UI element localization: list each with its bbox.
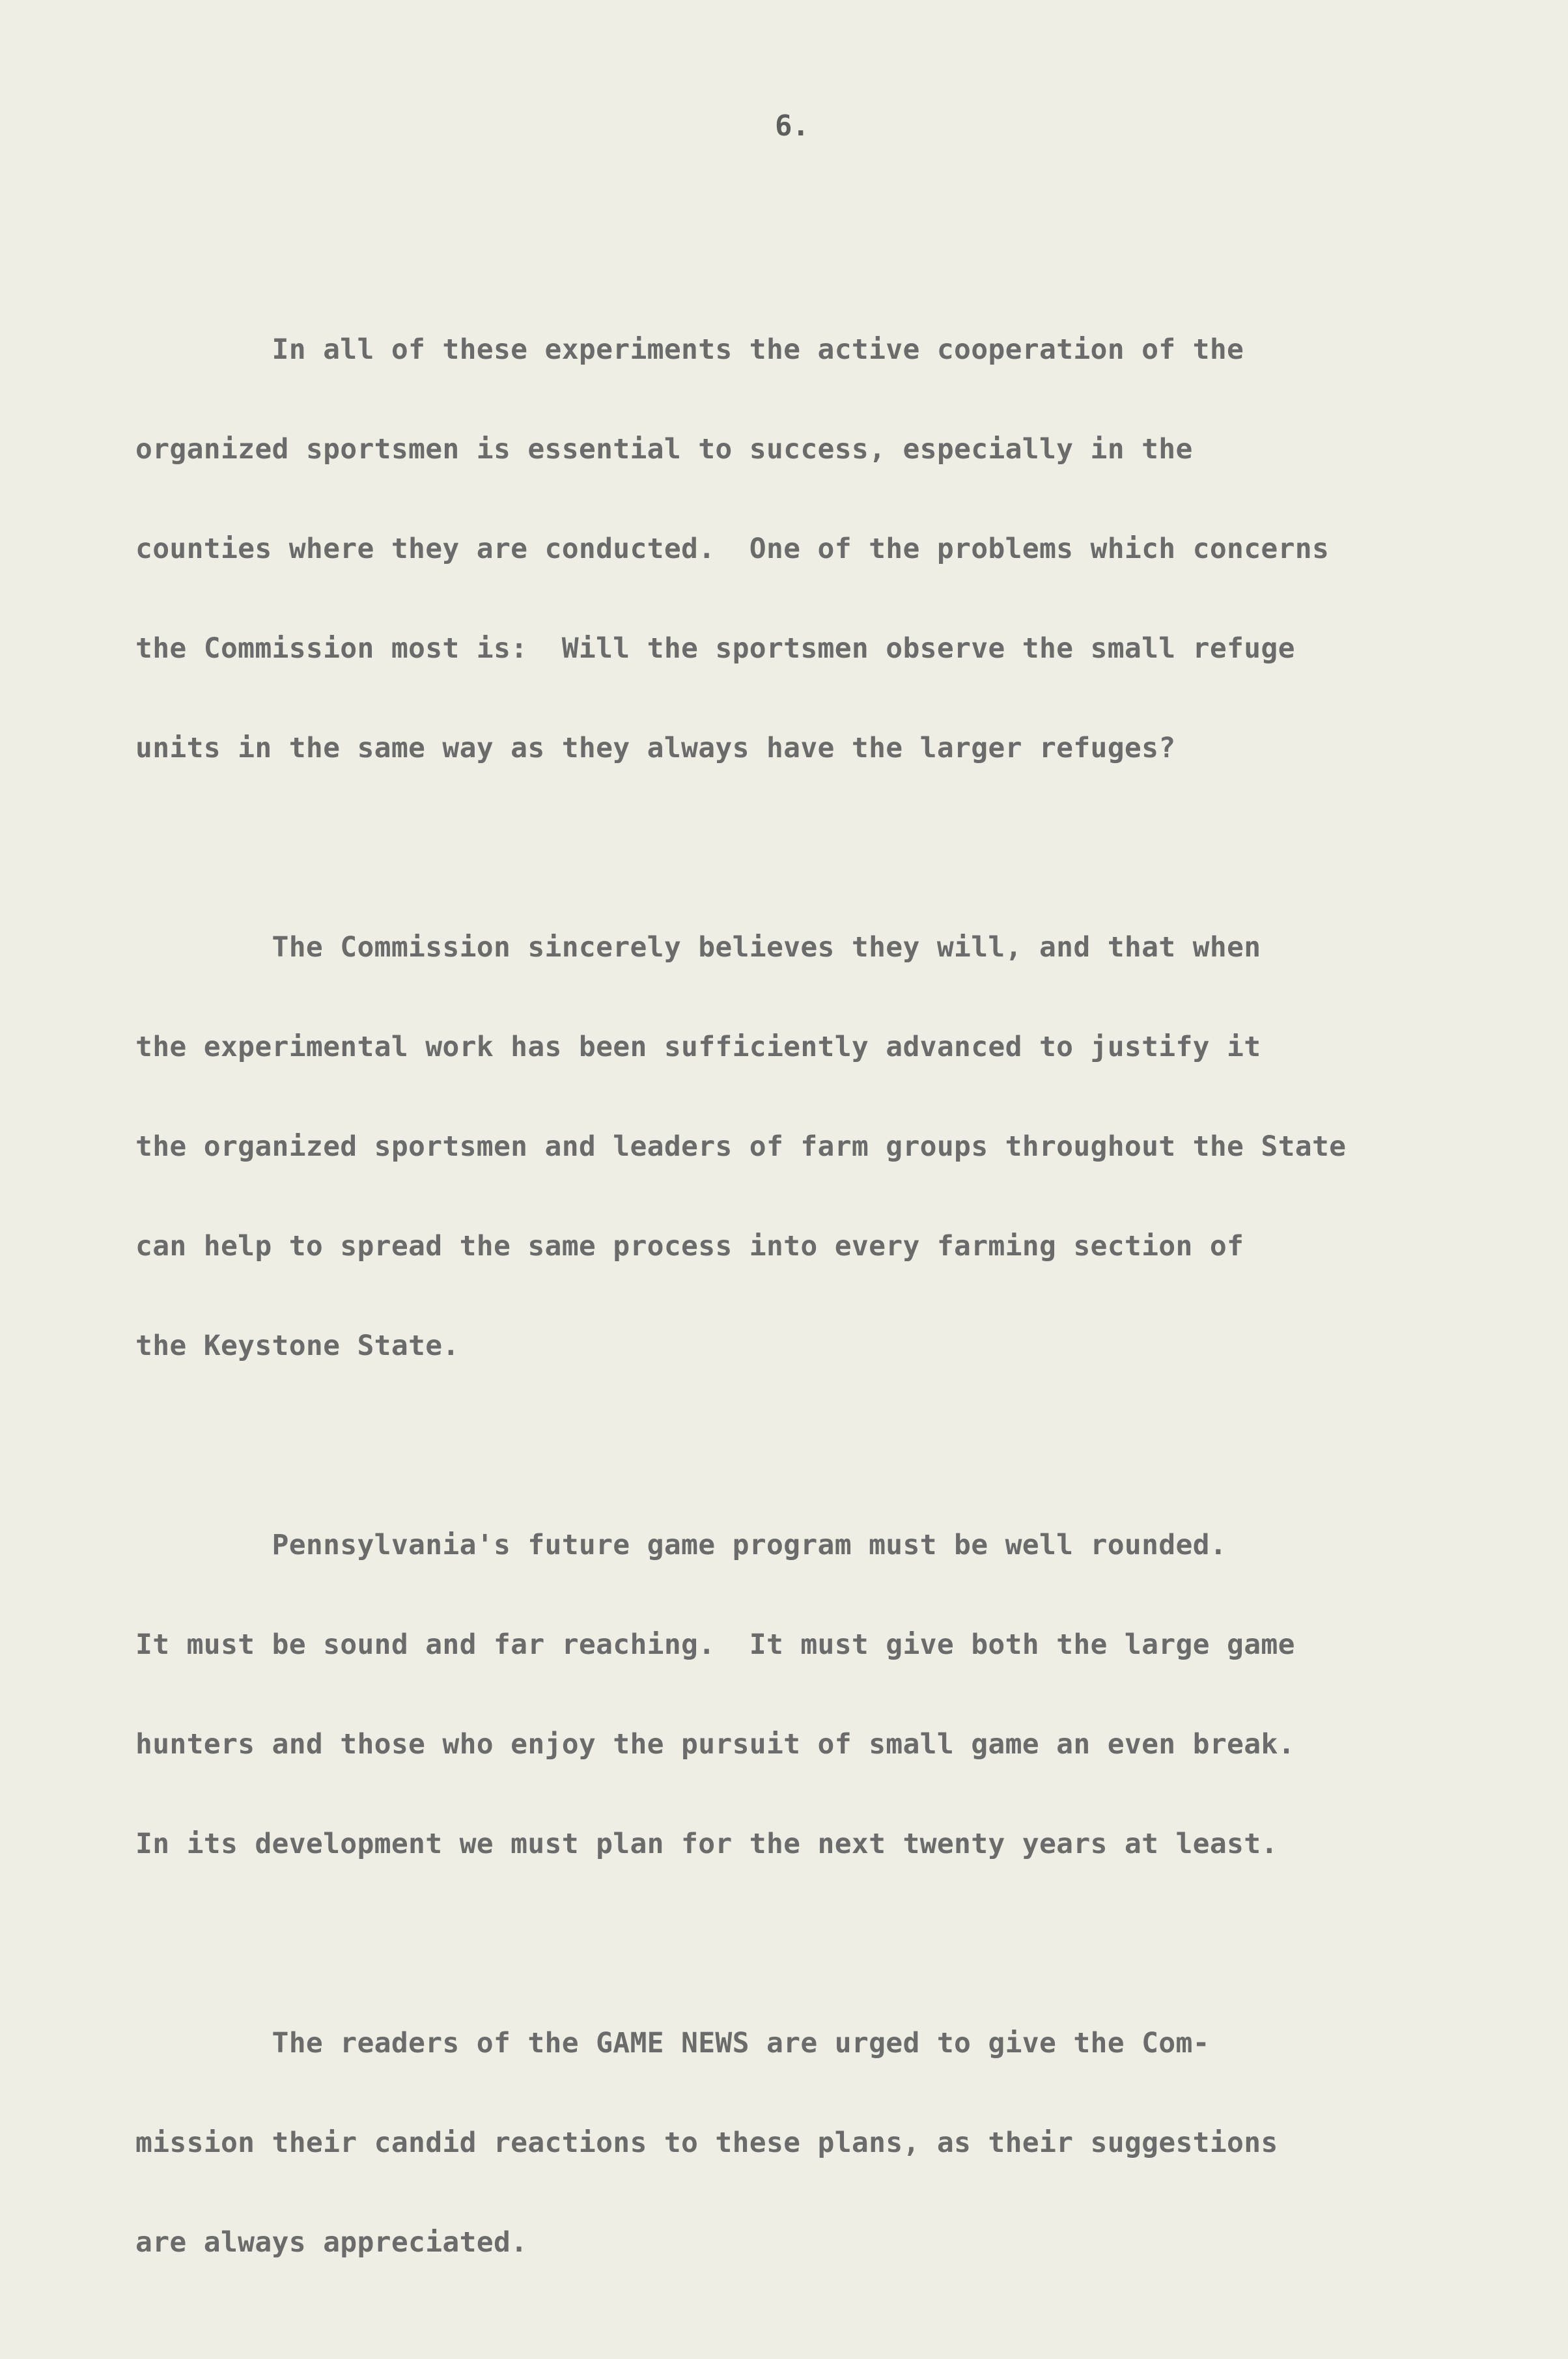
body-text (135, 267, 1568, 2359)
text-line: the organized sportsmen and leaders of farm groups throughout the State (135, 1130, 1347, 1163)
text-line: counties where they are conducted. One of the problems which concerns (135, 533, 1330, 565)
text-line: can help to spread the same process into every farming section of (135, 1230, 1244, 1263)
page-number: 6. (775, 109, 809, 143)
text-line: the experimental work has been sufficiently advanced to justify it (135, 1031, 1261, 1063)
paragraph-1 (135, 267, 1568, 831)
text-line: The readers of the GAME NEWS are urged to give the Com- (135, 2027, 1210, 2059)
text-line: units in the same way as they always have the larger refuges? (135, 732, 1176, 764)
text-line: hunters and those who enjoy the pursuit of small game an even break. (135, 1728, 1295, 1761)
text-line: mission their candid reactions to these plans, as their suggestions (135, 2127, 1278, 2159)
paragraph-3 (135, 1462, 1568, 1927)
text-line: The Commission sincerely believes they will, and that when (135, 931, 1261, 964)
text-line: organized sportsmen is essential to success, especially in the (135, 433, 1193, 466)
text-line: Pennsylvania's future game program must be well rounded. (135, 1529, 1227, 1561)
paragraph-4 (135, 1961, 1568, 2326)
text-line: the Commission most is: Will the sportsmen observe the small refuge (135, 632, 1295, 665)
text-line: It must be sound and far reaching. It must give both the large game (135, 1628, 1295, 1661)
text-line: the Keystone State. (135, 1330, 460, 1362)
text-line: In all of these experiments the active cooperation of the (135, 333, 1244, 366)
paragraph-2 (135, 865, 1568, 1429)
text-line: are always appreciated. (135, 2226, 528, 2259)
text-line: In its development we must plan for the next twenty years at least. (135, 1828, 1278, 1860)
